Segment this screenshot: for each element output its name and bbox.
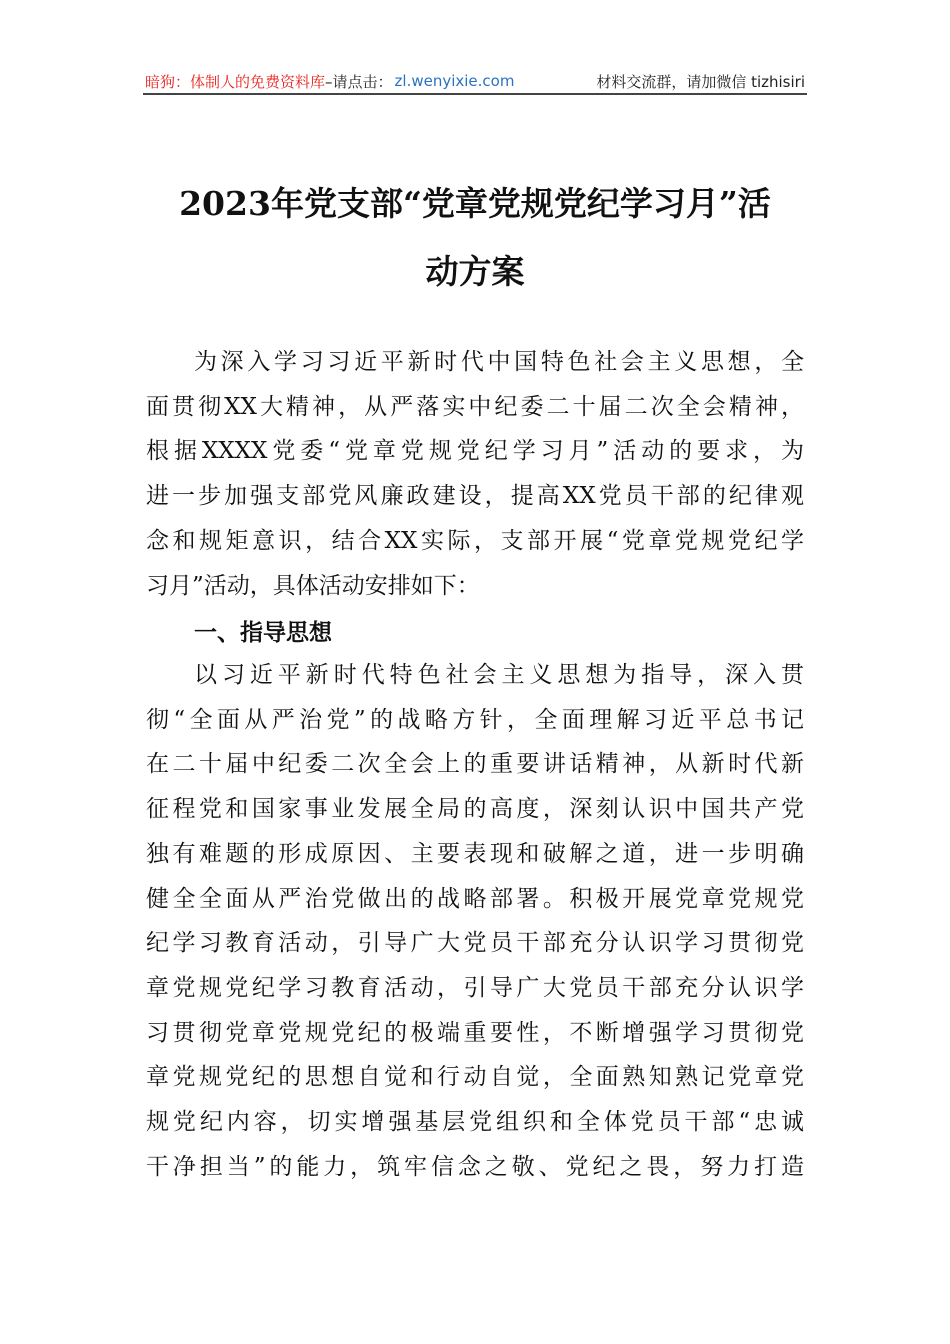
text-line: 面贯彻XX大精神，从严落实中纪委二十届二次全会精神， (146, 393, 804, 420)
text-line: 以习近平新时代特色社会主义思想为指导，深入贯 (194, 662, 804, 688)
text-line: 在二十届中纪委二次全会上的重要讲话精神，从新时代新 (146, 751, 804, 778)
text-line: 章党规党纪的思想自觉和行动自觉，全面熟知熟记党章党 (146, 1064, 804, 1091)
header-prompt: –请点击： (325, 72, 393, 91)
text-line: 独有难题的形成原因、主要表现和破解之道，进一步明确 (146, 840, 804, 867)
text-line: 彻“全面从严治党”的战略方针，全面理解习近平总书记 (146, 706, 804, 733)
header-brand: 暗狗：体制人的免费资料库 (145, 72, 326, 91)
document-title-line-2: 动方案 (425, 252, 525, 291)
text-line: 习贯彻党章党规党纪的极端重要性，不断增强学习贯彻党 (146, 1019, 804, 1046)
document-title-line-1: 2023年党支部“党章党规党纪学习月”活 (179, 184, 771, 223)
text-line: 健全全面从严治党做出的战略部署。积极开展党章党规党 (146, 885, 804, 912)
header-contact: 材料交流群，请加微信 tizhisiri (596, 72, 805, 91)
header-link[interactable]: zl.wenyixie.com (394, 72, 515, 90)
text-line: 章党规党纪学习教育活动，引导广大党员干部充分认识学 (146, 974, 804, 1001)
text-line: 进一步加强支部党风廉政建设，提高XX党员干部的纪律观 (146, 483, 804, 510)
text-line: 习月”活动，具体活动安排如下： (146, 572, 480, 599)
section-heading-guiding-ideology: 一、指导思想 (194, 620, 332, 646)
text-line: 征程党和国家事业发展全局的高度，深刻认识中国共产党 (146, 796, 804, 823)
text-line: 根据XXXX党委“党章党规党纪学习月”活动的要求，为 (146, 438, 804, 465)
text-line: 规党纪内容，切实增强基层党组织和全体党员干部“忠诚 (146, 1109, 804, 1135)
text-line: 为深入学习习近平新时代中国特色社会主义思想，全 (194, 349, 804, 375)
text-line: 纪学习教育活动，引导广大党员干部充分认识学习贯彻党 (146, 930, 804, 957)
text-line: 念和规矩意识，结合XX实际，支部开展“党章党规党纪学 (146, 527, 804, 554)
text-line: 干净担当”的能力，筑牢信念之敬、党纪之畏，努力打造 (146, 1153, 804, 1180)
header-divider (143, 93, 807, 95)
page-header (145, 68, 805, 94)
